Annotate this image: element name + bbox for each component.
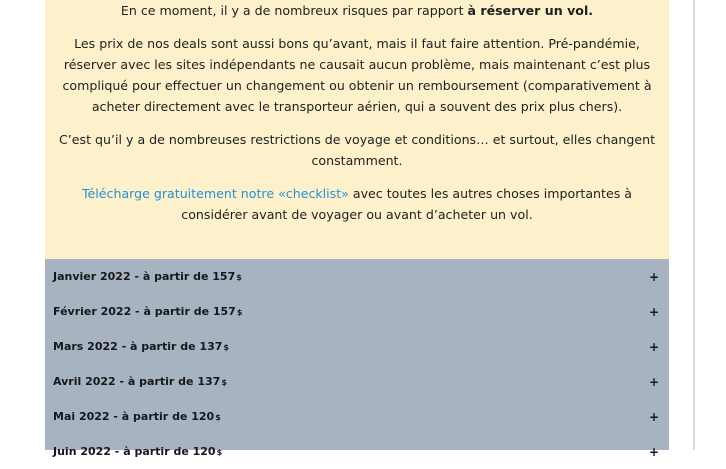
accordion-label — [53, 375, 227, 388]
accordion-label-text: Juin 2022 - à partir de 120 — [53, 445, 216, 458]
currency-symbol: $ — [215, 413, 221, 422]
accordion-label-text: Mars 2022 - à partir de 137 — [53, 340, 223, 353]
accordion-item-mai[interactable] — [45, 399, 669, 434]
accordion-label — [53, 270, 242, 283]
accordion-item-juin[interactable] — [45, 434, 669, 469]
content-right-border — [693, 0, 695, 450]
currency-symbol: $ — [223, 343, 229, 352]
monthly-deals-accordion — [45, 259, 669, 459]
currency-symbol: $ — [236, 273, 242, 282]
accordion-label-text: Janvier 2022 - à partir de 157 — [53, 270, 236, 283]
checklist-download-link[interactable]: Télécharge gratuitement notre «checklist» — [82, 186, 349, 201]
currency-symbol: $ — [236, 308, 243, 317]
accordion-label — [53, 340, 229, 353]
accordion-label — [53, 410, 221, 423]
accordion-label-text: Février 2022 - à partir de 157 — [53, 305, 236, 318]
expand-plus-icon[interactable]: + — [648, 339, 659, 354]
expand-plus-icon[interactable]: + — [648, 304, 659, 319]
expand-plus-icon[interactable]: + — [648, 409, 659, 424]
notice-risk-text: En ce moment, il y a de nombreux risques par rapport — [120, 3, 468, 18]
travel-notice — [45, 0, 669, 259]
notice-risk-bold: à réserver un vol. — [467, 3, 594, 18]
notice-paragraph-prices: Les prix de nos deals sont aussi bons qu’avant, mais il faut faire attention. Pré-pandémie, réserver avec les sites indépendants ne causait aucun problème, mais maintenant c’est plus compliqué pour effectuer un changement ou obtenir un remboursement (comparativement à acheter directement avec le transporteur aérien, qui a souvent des prix plus chers). — [62, 36, 652, 114]
accordion-label-text: Avril 2022 - à partir de 137 — [53, 375, 221, 388]
accordion-label — [53, 305, 242, 318]
notice-paragraph-checklist — [55, 183, 659, 225]
expand-plus-icon[interactable]: + — [648, 444, 659, 459]
expand-plus-icon[interactable]: + — [648, 269, 659, 284]
currency-symbol: $ — [221, 378, 227, 387]
accordion-item-mars[interactable] — [45, 329, 669, 364]
expand-plus-icon[interactable]: + — [648, 374, 659, 389]
accordion-item-avril[interactable] — [45, 364, 669, 399]
checklist-description: avec toutes les autres choses importantes à considérer avant de voyager ou avant d’acheter un vol. — [181, 186, 632, 222]
accordion-label-text: Mai 2022 - à partir de 120 — [53, 410, 215, 423]
notice-paragraph-restrictions: C’est qu’il y a de nombreuses restrictions de voyage et conditions… et surtout, elles changent constamment. — [58, 132, 656, 168]
notice-paragraph-risk — [55, 0, 659, 21]
currency-symbol: $ — [216, 448, 223, 457]
accordion-item-janvier[interactable] — [45, 259, 669, 294]
accordion-item-fevrier[interactable] — [45, 294, 669, 329]
accordion-label — [53, 445, 222, 458]
